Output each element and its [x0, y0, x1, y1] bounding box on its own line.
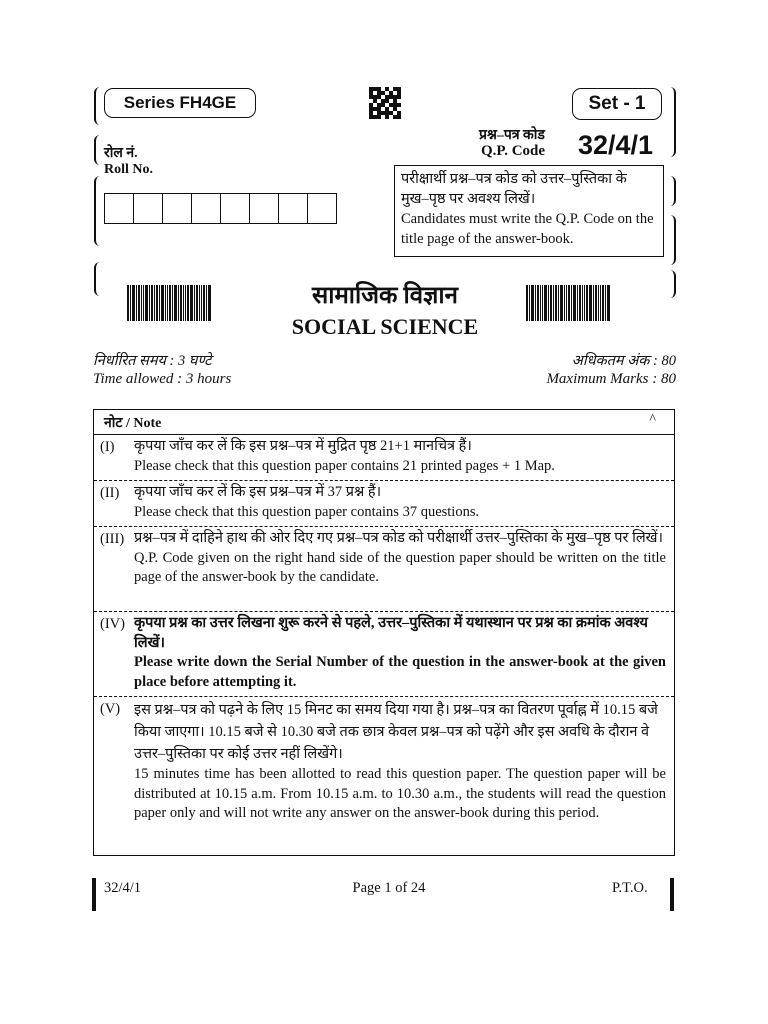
note-item-hi: कृपया प्रश्न का उत्तर लिखना शुरू करने से पहले, उत्तर–पुस्तिका में यथास्थान पर प्रश्न का क्रमांक अवश्य लिखें। — [134, 615, 648, 651]
note-item-hi: प्रश्न–पत्र में दाहिने हाथ की ओर दिए गए प्रश्न–पत्र कोड को परीक्षार्थी उत्तर–पुस्तिका के मुख–पृष्ठ पर लिखें। — [134, 530, 664, 546]
barcode-right-icon — [526, 285, 611, 321]
roll-label-hi: रोल नं. — [104, 146, 138, 161]
note-box — [93, 409, 675, 856]
roll-box[interactable] — [250, 194, 279, 223]
note-item-en: Please write down the Serial Number of the question in the answer-book at the given place before attempting it. — [134, 654, 666, 690]
note-item-en: Please check that this question paper contains 21 printed pages + 1 Map. — [134, 457, 555, 474]
qp-code-notice — [394, 165, 664, 257]
note-item — [94, 435, 674, 481]
left-bracket-1 — [94, 87, 102, 125]
roll-box[interactable] — [308, 194, 336, 223]
note-heading — [94, 410, 674, 435]
footer-page-number: Page 1 of 24 — [352, 880, 426, 896]
note-heading-text: नोट / Note — [104, 416, 162, 431]
max-marks-en: Maximum Marks : 80 — [546, 371, 676, 387]
roll-number-boxes[interactable] — [104, 193, 337, 224]
max-marks-hi: अधिकतम अंक : 80 — [571, 353, 676, 369]
roll-box[interactable] — [279, 194, 308, 223]
barcode-left-icon — [127, 285, 212, 321]
note-item-hi: इस प्रश्न–पत्र को पढ़ने के लिए 15 मिनट का समय दिया गया है। प्रश्न–पत्र का वितरण पूर्वाह्न में 10.15 बजे किया जाएगा। 10.15 बजे से 10.30 बजे तक छात्र केवल प्रश्न–पत्र को पढ़ेंगे और इस अवधि के दौरान वे उत्तर–पुस्तिका पर कोई उत्तर नहीं लिखेंगे। — [134, 702, 658, 762]
footer-pto: P.T.O. — [612, 880, 648, 896]
note-item-hi: कृपया जाँच कर लें कि इस प्रश्न–पत्र में 37 प्रश्न हैं। — [134, 484, 382, 500]
note-item-number: (IV) — [100, 616, 125, 632]
note-item — [94, 697, 674, 854]
note-item-hi: कृपया जाँच कर लें कि इस प्रश्न–पत्र में मुद्रित पृष्ठ 21+1 मानचित्र हैं। — [134, 438, 472, 454]
note-item-en: Please check that this question paper contains 37 questions. — [134, 503, 480, 520]
right-bracket-2 — [668, 176, 676, 206]
footer-code: 32/4/1 — [104, 880, 142, 896]
set-label: Set - 1 — [572, 88, 662, 120]
qp-notice-en: Candidates must write the Q.P. Code on the title page of the answer-book. — [401, 211, 654, 247]
left-bracket-4 — [94, 262, 102, 296]
note-item-en: 15 minutes time has been allotted to read this question paper. The question paper will be distributed at 10.15 a.m. From 10.15 a.m. to 10.30 a.m., the students will read the question paper only and will not write any answer on the answer-book during this period. — [134, 766, 666, 821]
note-item — [94, 612, 674, 697]
qp-notice-hi: परीक्षार्थी प्रश्न–पत्र कोड को उत्तर–पुस्तिका के मुख–पृष्ठ पर अवश्य लिखें। — [401, 171, 627, 207]
note-item-en: Q.P. Code given on the right hand side of the question paper should be written on the title page of the answer-book by the candidate. — [134, 549, 666, 585]
note-item — [94, 481, 674, 527]
note-item-number: (I) — [100, 439, 115, 455]
right-bracket-4 — [668, 270, 676, 298]
roll-box[interactable] — [134, 194, 163, 223]
qp-code-label-en: Q.P. Code — [481, 143, 546, 159]
right-bracket-1 — [668, 87, 676, 157]
left-bracket-2 — [94, 135, 102, 165]
right-bracket-3 — [668, 215, 676, 265]
roll-label-en: Roll No. — [104, 162, 153, 177]
left-bracket-3 — [94, 176, 102, 246]
qr-code-icon — [369, 87, 401, 119]
note-item-number: (III) — [100, 531, 125, 547]
footer-left-bar — [92, 878, 96, 911]
time-allowed-en: Time allowed : 3 hours — [93, 371, 232, 387]
note-item-number: (V) — [100, 701, 121, 717]
note-item-number: (II) — [100, 485, 120, 501]
roll-box[interactable] — [221, 194, 250, 223]
series-label: Series FH4GE — [104, 88, 256, 118]
title-hindi: सामाजिक विज्ञान — [312, 283, 458, 309]
title-english: SOCIAL SCIENCE — [291, 314, 479, 339]
roll-box[interactable] — [163, 194, 192, 223]
roll-box[interactable] — [105, 194, 134, 223]
note-item — [94, 527, 674, 612]
caret-up-icon[interactable]: ^ — [649, 412, 656, 427]
qp-code-label-hi: प्रश्न–पत्र कोड — [479, 128, 545, 143]
footer-right-bar — [670, 878, 674, 911]
qp-code-value: 32/4/1 — [578, 130, 654, 160]
roll-box[interactable] — [192, 194, 221, 223]
time-allowed-hi: निर्धारित समय : 3 घण्टे — [93, 353, 212, 369]
